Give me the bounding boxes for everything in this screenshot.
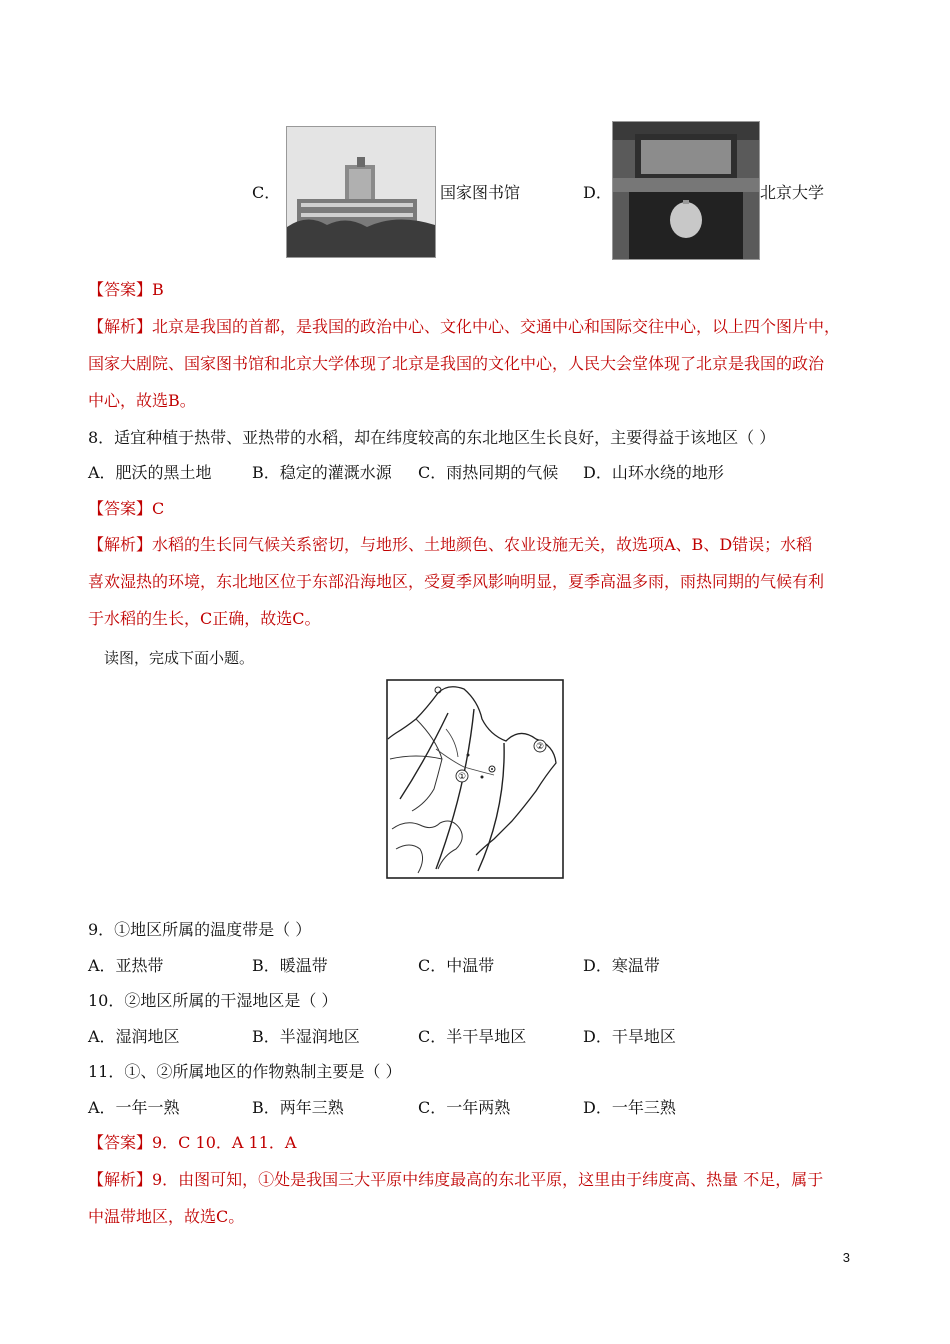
q9-option-c: C．中温带 [418, 956, 495, 975]
map-label-2: ② [535, 742, 545, 752]
q8-option-c: C．雨热同期的气候 [418, 463, 559, 482]
q8-option-a: A．肥沃的黑土地 [88, 463, 212, 482]
q8-option-d: D．山环水绕的地形 [583, 463, 724, 482]
option-d-letter: D． [583, 183, 612, 202]
q9-11-analysis-line: 【解析】9．由图可知，①处是我国三大平原中纬度最高的东北平原，这里由于纬度高、热量 不足，属于 [88, 1170, 824, 1189]
q9-11-answer: 【答案】9．C 10．A 11．A [88, 1133, 297, 1152]
q7-analysis-line: 【解析】北京是我国的首都，是我国的政治中心、文化中心、交通中心和国际交往中心，以上四个图片中， [88, 317, 841, 336]
q8-analysis-line: 喜欢湿热的环境，东北地区位于东部沿海地区，受夏季风影响明显，夏季高温多雨，雨热同期的气候有利 [88, 572, 825, 591]
q8-stem: 8．适宜种植于热带、亚热带的水稻，却在纬度较高的东北地区生长良好，主要得益于该地区（ ） [88, 428, 776, 447]
q11-option-c: C．一年两熟 [418, 1098, 511, 1117]
q9-stem: 9．①地区所属的温度带是（ ） [88, 920, 312, 939]
q8-option-b: B．稳定的灌溉水源 [252, 463, 392, 482]
q9-option-b: B．暖温带 [252, 956, 328, 975]
q7-analysis-line: 国家大剧院、国家图书馆和北京大学体现了北京是我国的文化中心，人民大会堂体现了北京是我国的政治 [88, 354, 825, 373]
q11-option-b: B．两年三熟 [252, 1098, 344, 1117]
q11-stem: 11．①、②所属地区的作物熟制主要是（ ） [88, 1062, 402, 1081]
q8-answer: 【答案】C [88, 499, 165, 518]
q10-option-d: D．干旱地区 [583, 1027, 676, 1046]
northeast-china-map [386, 679, 564, 879]
q11-option-a: A．一年一熟 [88, 1098, 180, 1117]
q7-analysis-line: 中心，故选B。 [88, 391, 196, 410]
q7-answer: 【答案】B [88, 280, 164, 299]
q11-option-d: D．一年三熟 [583, 1098, 676, 1117]
option-d-caption: 北京大学 [760, 183, 825, 202]
q10-stem: 10．②地区所属的干湿地区是（ ） [88, 991, 338, 1010]
q8-analysis-line: 【解析】水稻的生长同气候关系密切，与地形、土地颜色、农业设施无关，故选项A、B、D错误；水稻 [88, 535, 813, 554]
map-label-1: ① [457, 772, 467, 782]
q10-option-a: A．湿润地区 [88, 1027, 180, 1046]
q8-analysis-line: 于水稻的生长，C正确，故选C。 [88, 609, 321, 628]
group-intro: 读图，完成下面小题。 [104, 649, 255, 667]
option-c-letter: C． [252, 183, 281, 202]
q9-11-analysis-line: 中温带地区，故选C。 [88, 1207, 245, 1226]
national-library-photo [286, 126, 436, 258]
option-c-caption: 国家图书馆 [440, 183, 521, 202]
q10-option-c: C．半干旱地区 [418, 1027, 527, 1046]
q9-option-a: A．亚热带 [88, 956, 164, 975]
page-number: 3 [842, 1250, 850, 1265]
peking-university-gate-photo [612, 121, 760, 260]
q9-option-d: D．寒温带 [583, 956, 660, 975]
q10-option-b: B．半湿润地区 [252, 1027, 360, 1046]
